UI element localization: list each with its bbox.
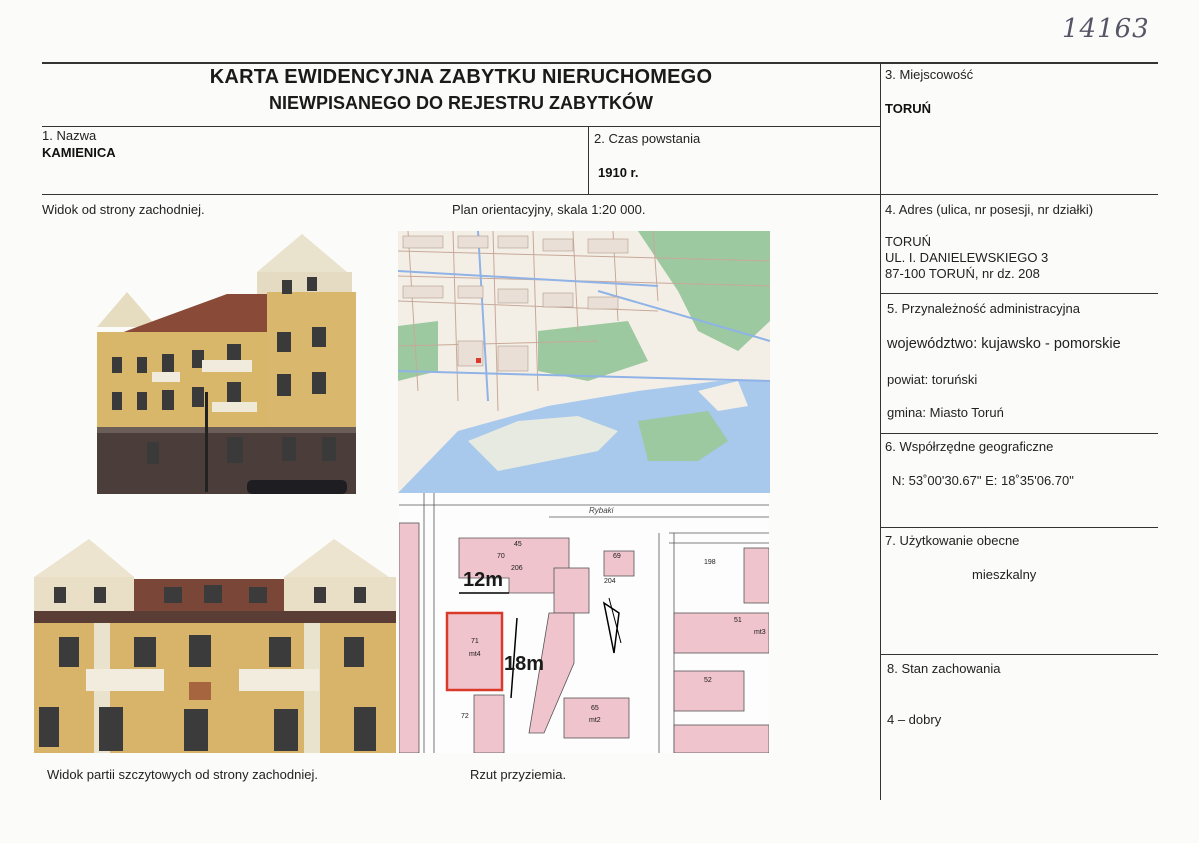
name-value: KAMIENICA <box>42 145 116 160</box>
use-label: mt3 <box>754 629 766 636</box>
title-bottom-rule <box>42 126 880 127</box>
parcel-label: 69 <box>613 553 621 560</box>
parcel-label: 52 <box>704 677 712 684</box>
voivodeship-value: województwo: kujawsko - pomorskie <box>887 336 1121 352</box>
right-rule-5 <box>880 293 1158 294</box>
card-title: KARTA EWIDENCYJNA ZABYTKU NIERUCHOMEGO <box>209 66 713 88</box>
header-bottom-rule <box>42 194 1158 195</box>
caption-ground-plan: Rzut przyziemia. <box>470 767 567 782</box>
use-label: mt2 <box>589 717 601 724</box>
caption-gables: Widok partii szczytowych od strony zachodniej. <box>47 767 318 782</box>
address-line-2: UL. I. DANIELEWSKIEGO 3 <box>885 250 1049 265</box>
parcel-label: 71 <box>471 638 479 645</box>
right-column-divider <box>880 62 881 800</box>
orientation-map <box>398 231 770 493</box>
parcel-label: 206 <box>511 565 523 572</box>
archive-number: 14163 <box>1062 14 1150 44</box>
plot-depth-dimension: 18m <box>504 653 545 675</box>
parcel-label: 204 <box>604 578 616 585</box>
west-facade-photo <box>97 232 356 494</box>
plot-width-dimension: 12m <box>463 569 504 591</box>
parcel-label: 70 <box>497 553 505 560</box>
address-line-1: TORUŃ <box>885 234 931 249</box>
commune-value: gmina: Miasto Toruń <box>887 405 1004 420</box>
date-value: 1910 r. <box>598 165 639 180</box>
condition-label: 8. Stan zachowania <box>887 661 1001 676</box>
caption-plan: Plan orientacyjny, skala 1:20 000. <box>452 202 646 217</box>
right-rule-8 <box>880 654 1158 655</box>
street-label: Rybaki <box>589 506 614 515</box>
name-label: 1. Nazwa <box>42 128 97 143</box>
date-label: 2. Czas powstania <box>594 131 701 146</box>
condition-value: 4 – dobry <box>887 712 942 727</box>
address-line-3: 87-100 TORUŃ, nr dz. 208 <box>885 266 1040 281</box>
admin-label: 5. Przynależność administracyjna <box>887 301 1080 316</box>
use-label: mt4 <box>469 651 481 658</box>
parcel-label: 45 <box>514 541 522 548</box>
parcel-label: 72 <box>461 713 469 720</box>
top-rule <box>42 62 1158 64</box>
coords-label: 6. Współrzędne geograficzne <box>885 439 1054 454</box>
caption-west-view: Widok od strony zachodniej. <box>42 202 205 217</box>
parcel-label: 198 <box>704 559 716 566</box>
usage-label: 7. Użytkowanie obecne <box>885 533 1020 548</box>
parcel-label: 51 <box>734 617 742 624</box>
county-value: powiat: toruński <box>887 372 978 387</box>
locality-value: TORUŃ <box>885 101 931 116</box>
right-rule-6 <box>880 433 1158 434</box>
usage-value: mieszkalny <box>972 567 1037 582</box>
parcel-label: 65 <box>591 705 599 712</box>
card-subtitle: NIEWPISANEGO DO REJESTRU ZABYTKÓW <box>268 93 654 113</box>
right-rule-7 <box>880 527 1158 528</box>
locality-label: 3. Miejscowość <box>885 67 974 82</box>
ground-plan-map <box>399 493 769 753</box>
coords-value: N: 53˚00'30.67" E: 18˚35'06.70" <box>892 473 1074 488</box>
name-date-divider <box>588 126 589 194</box>
address-label: 4. Adres (ulica, nr posesji, nr działki) <box>885 202 1094 217</box>
gables-photo <box>34 537 396 753</box>
